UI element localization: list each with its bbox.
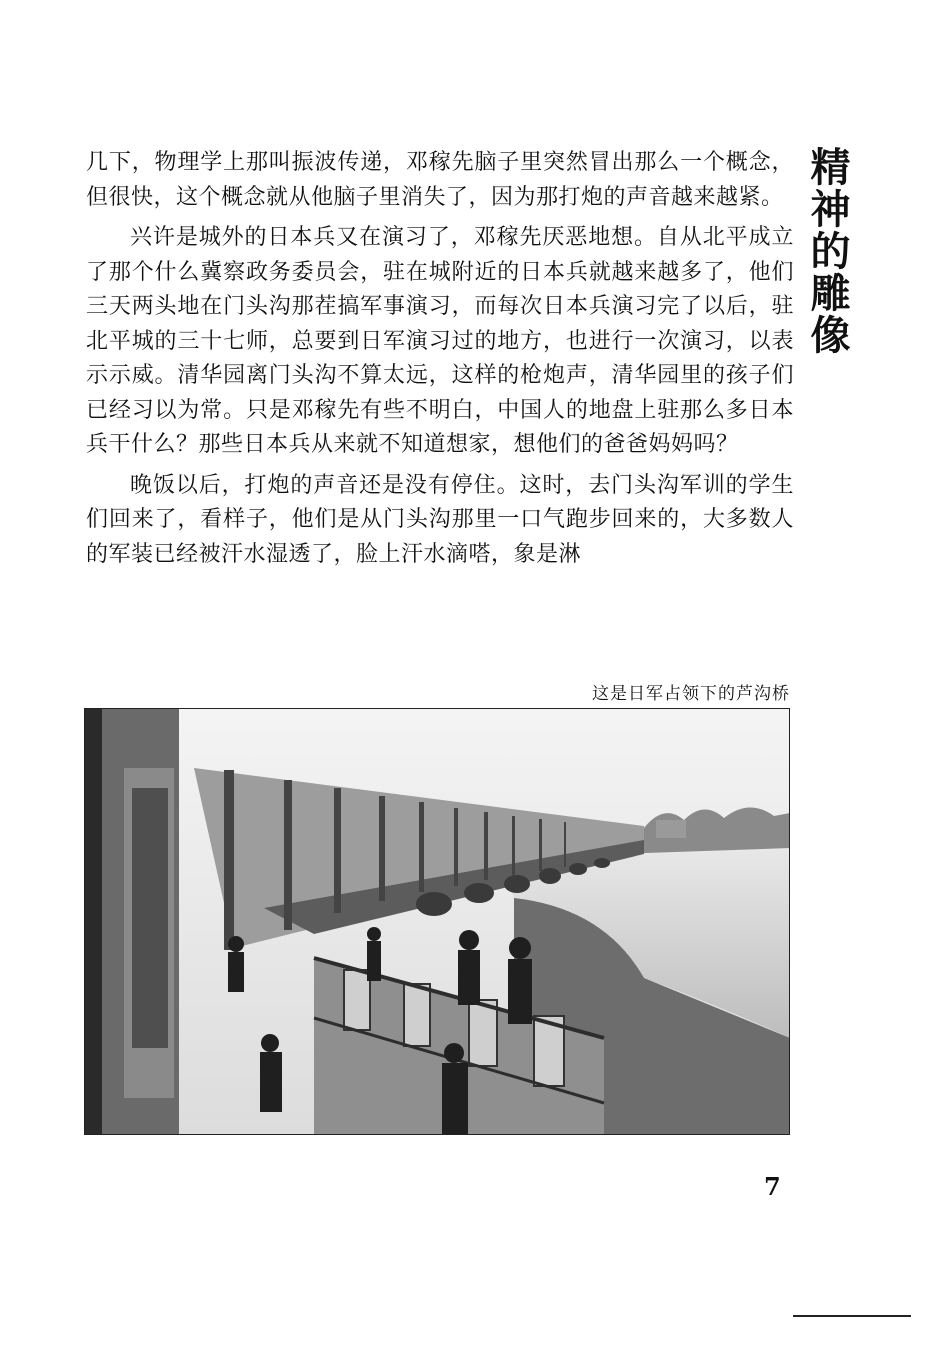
body-text [86, 146, 794, 578]
bridge-photo [84, 708, 790, 1135]
chapter-side-title: 精神的雕像 [804, 146, 850, 356]
paragraph-2: 兴许是城外的日本兵又在演习了，邓稼先厌恶地想。自从北平成立了那个什么冀察政务委员会，驻在城附近的日本兵就越来越多了，他们三天两头地在门头沟那茬搞军事演习，而每次日本兵演习完了以后，驻北平城的三十七师，总要到日军演习过的地方，也进行一次演习，以表示示威。清华园离门头沟不算太远，这样的枪炮声，清华园里的孩子们已经习以为常。只是邓稼先有些不明白，中国人的地盘上驻那么多日本兵干什么？那些日本兵从来就不知道想家，想他们的爸爸妈妈吗？ [86, 225, 794, 457]
bridge-photo-illustration [84, 708, 790, 1135]
paragraph-3: 晚饭以后，打炮的声音还是没有停住。这时，去门头沟军训的学生们回来了，看样子，他们是从门头沟那里一口气跑步回来的，大多数人的军装已经被汗水湿透了，脸上汗水滴嗒，象是淋 [86, 472, 794, 567]
footer-rule [793, 1315, 911, 1317]
paragraph-1: 几下，物理学上那叫振波传递，邓稼先脑子里突然冒出那么一个概念，但很快，这个概念就从他脑子里消失了，因为那打炮的声音越来越紧。 [86, 150, 794, 210]
photo-caption: 这是日军占领下的芦沟桥 [592, 684, 790, 704]
page-number: 7 [764, 1172, 781, 1201]
